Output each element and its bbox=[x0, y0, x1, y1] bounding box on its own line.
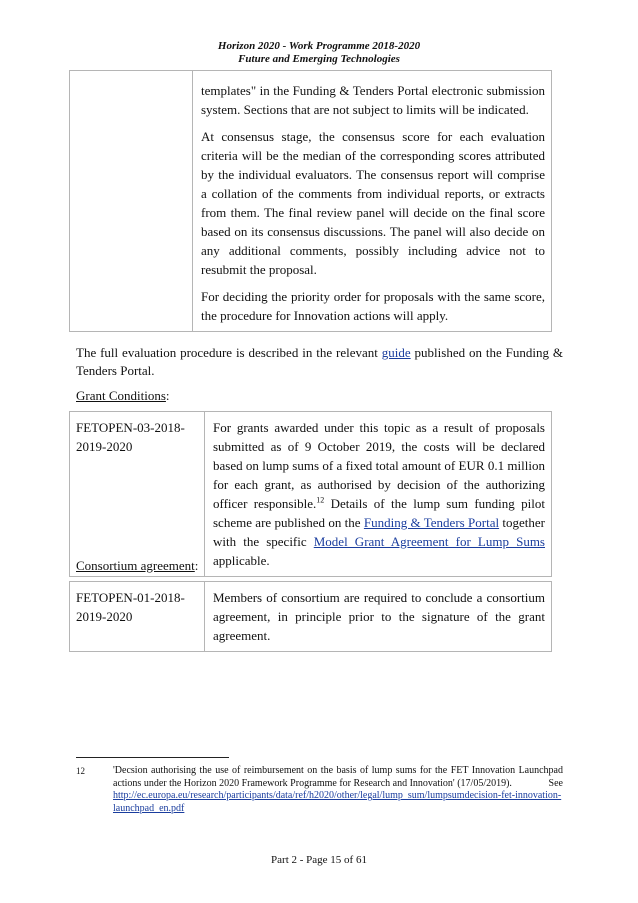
header-title: Horizon 2020 - Work Programme 2018-2020 bbox=[217, 40, 421, 52]
consortium-table bbox=[69, 581, 552, 652]
footnote-url-link[interactable]: http://ec.europa.eu/research/participants/data/ref/h2020/other/legal/lump_sum/lumpsumdecision-fet-innovation-launchpad_en.pdf bbox=[113, 790, 562, 814]
consortium-topic: FETOPEN-01-2018-2019-2020 bbox=[70, 582, 205, 652]
evaluation-table bbox=[69, 70, 552, 332]
footnote-number: 12 bbox=[76, 766, 85, 776]
consortium-text: Members of consortium are required to conclude a consortium agreement, in principle prior to the signature of the grant agreement. bbox=[205, 582, 552, 652]
footnote-see: See bbox=[548, 777, 563, 789]
evaluation-table-left-cell bbox=[70, 71, 193, 332]
footnote-text: 'Decsion authorising the use of reimbursement on the basis of lump sums for the FET Innovation Launchpad actions under the Horizon 2020 Framework Programme for Research and Innovation' (17/05/2019). bbox=[113, 765, 563, 789]
footnote-ref[interactable]: 12 bbox=[316, 495, 325, 505]
eval-paragraph-2: At consensus stage, the consensus score for each evaluation criteria will be the median of the corresponding scores attributed by the individual evaluators. The consensus report will comprise a collation of the comments from individual reports, or extracts from them. The final review panel will decide on the final score based on its consensus discussions. The panel will also decide on any additional comments, possibly including advice not to resubmit the proposal. bbox=[201, 129, 545, 277]
grant-conditions-text: For grants awarded under this topic as a result of proposals submitted as of 9 October 2019, the costs will be declared based on lump sums of a fixed total amount of EUR 0.1 million for each grant, as authorised by decision of the authorizing officer responsible.$^{12}$ Details of the lump sum funding pilot scheme are published on the Funding & Tenders Portal together with the specific Model Grant Agreement for Lump Sums applicable. bbox=[205, 412, 552, 577]
header-subtitle: Future and Emerging Technologies bbox=[238, 53, 400, 65]
eval-paragraph-3: For deciding the priority order for proposals with the same score, the procedure for Innovation actions will apply. bbox=[201, 289, 545, 323]
grant-conditions-table bbox=[69, 411, 552, 577]
evaluation-table-right-cell bbox=[193, 71, 552, 332]
evaluation-procedure-note: The full evaluation procedure is described in the relevant guide published on the Funding & Tenders Portal. bbox=[76, 345, 564, 378]
page-footer: Part 2 - Page 15 of 61 bbox=[271, 854, 367, 866]
funding-tenders-portal-link[interactable]: Funding & Tenders Portal bbox=[363, 515, 500, 530]
guide-link[interactable]: guide bbox=[381, 345, 411, 360]
footnote-divider bbox=[76, 757, 229, 758]
page-header bbox=[0, 40, 638, 66]
model-grant-agreement-link[interactable]: Model Grant Agreement for Lump Sums bbox=[313, 534, 545, 549]
consortium-agreement-heading: Consortium agreement: bbox=[76, 558, 199, 573]
grant-conditions-topic: FETOPEN-03-2018-2019-2020 bbox=[70, 412, 205, 577]
eval-paragraph-1: templates" in the Funding & Tenders Portal electronic submission system. Sections that are not subject to limits will be indicated. bbox=[201, 83, 545, 117]
grant-conditions-heading: Grant Conditions: bbox=[76, 388, 170, 403]
footnote bbox=[76, 765, 563, 815]
